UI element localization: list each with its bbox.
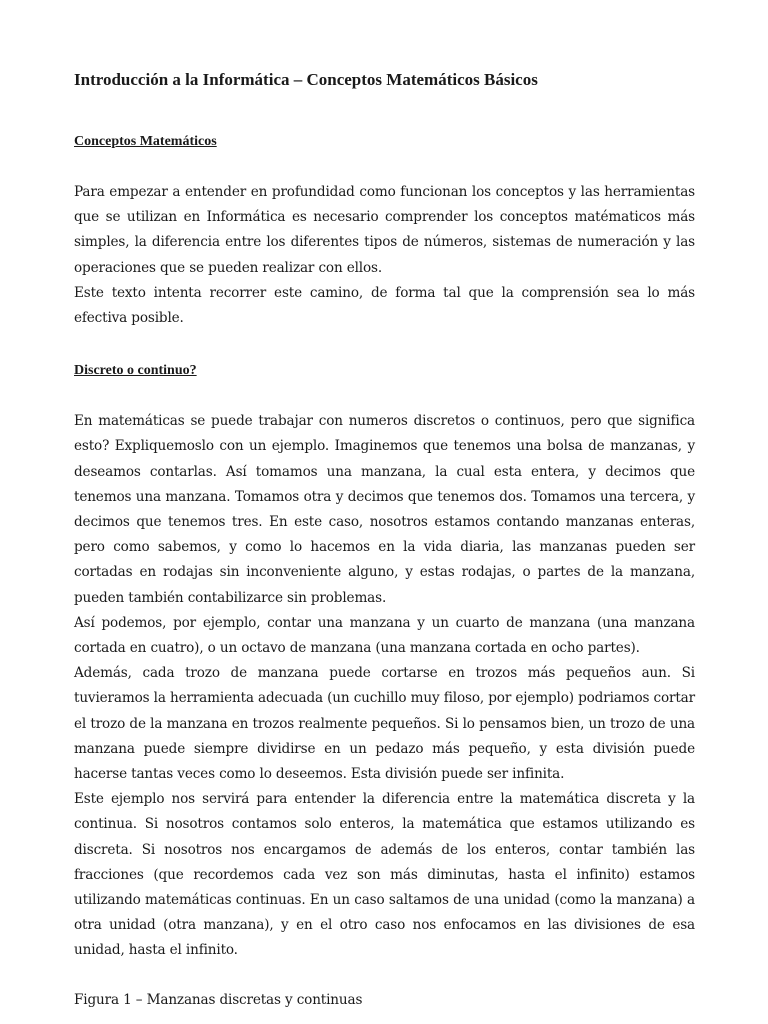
paragraph: Este ejemplo nos servirá para entender la diferencia entre la matemática discreta y la continua. Si nosotros contamos solo enteros, la matemática que estamos utilizando es discreta. Si nosotros nos encargamos de además de los enteros, contar también las fracciones (que recordemos cada vez son más diminutas, hasta el infinito) estamos utilizando matemáticas continuas. En un caso saltamos de una unidad (como la manzana) a otra unidad (otra manzana), y en el otro caso nos enfocamos en las divisiones de esa unidad, hasta el infinito. xyxy=(74,791,695,959)
document-page xyxy=(74,68,695,1013)
figure-caption: Figura 1 – Manzanas discretas y continuas xyxy=(74,991,363,1008)
paragraph: Además, cada trozo de manzana puede cortarse en trozos más pequeños aun. Si tuvieramos la herramienta adecuada (un cuchillo muy filoso, por ejemplo) podriamos cortar el trozo de la manzana en trozos realmente pequeños. Si lo pensamos bien, un trozo de una manzana puede siempre dividirse en un pedazo más pequeño, y esta división puede hacerse tantas veces como lo deseemos. Esta división puede ser infinita. xyxy=(74,665,695,783)
section-body-discreto xyxy=(74,409,695,963)
paragraph: Para empezar a entender en profundidad como funcionan los conceptos y las herramientas que se utilizan en Informática es necesario comprender los conceptos matématicos más simples, la diferencia entre los diferentes tipos de números, sistemas de numeración y las operaciones que se pueden realizar con ellos. xyxy=(74,184,695,276)
section-body-conceptos xyxy=(74,180,695,331)
document-title: Introducción a la Informática – Conceptos Matemáticos Básicos xyxy=(74,70,538,89)
paragraph: Así podemos, por ejemplo, contar una manzana y un cuarto de manzana (una manzana cortada en cuatro), o un octavo de manzana (una manzana cortada en ocho partes). xyxy=(74,614,695,657)
paragraph: En matemáticas se puede trabajar con numeros discretos o continuos, pero que significa esto? Expliquemoslo con un ejemplo. Imaginemos que tenemos una bolsa de manzanas, y deseamos contarlas. Así tomamos una manzana, la cual esta entera, y decimos que tenemos una manzana. Tomamos otra y decimos que tenemos dos. Tomamos una tercera, y decimos que tenemos tres. En este caso, nosotros estamos contando manzanas enteras, pero como sabemos, y como lo hacemos en la vida diaria, las manzanas pueden ser cortadas en rodajas sin inconveniente alguno, y estas rodajas, o partes de la manzana, pueden también contabilizarce sin problemas. xyxy=(74,413,695,606)
paragraph: Este texto intenta recorrer este camino, de forma tal que la comprensión sea lo más efectiva posible. xyxy=(74,284,695,327)
section-heading-conceptos: Conceptos Matemáticos xyxy=(74,134,217,149)
section-heading-discreto: Discreto o continuo? xyxy=(74,363,197,379)
